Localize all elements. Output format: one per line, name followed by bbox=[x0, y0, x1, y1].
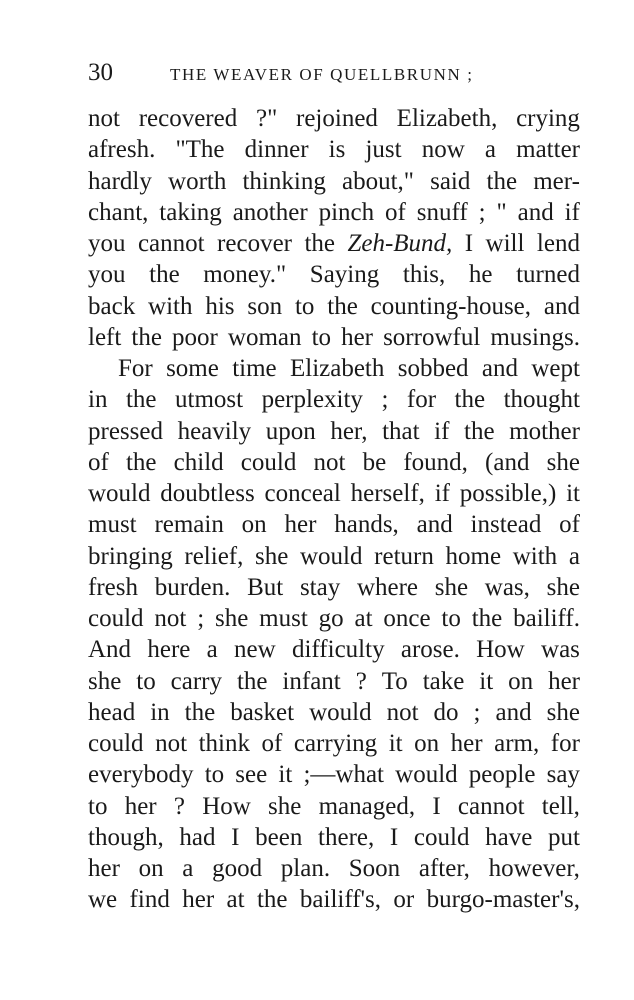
text-line: afresh. "The dinner is just now a matter bbox=[88, 136, 580, 164]
text-line: could not think of carrying it on her arm, for bbox=[88, 730, 580, 757]
page-number: 30 bbox=[88, 59, 113, 86]
text-line: she to carry the infant ? To take it on her bbox=[88, 667, 580, 695]
text-line: to her ? How she managed, I cannot tell, bbox=[88, 792, 580, 820]
text-line: in the utmost perplexity ; for the thought bbox=[88, 386, 580, 414]
running-title: THE WEAVER OF QUELLBRUNN ; bbox=[170, 65, 474, 84]
text-line: would doubtless conceal herself, if possible,) it bbox=[88, 480, 580, 507]
text-line: head in the basket would not do ; and she bbox=[88, 698, 580, 726]
text-line: you cannot recover the Zeh-Bund, I will lend bbox=[88, 230, 580, 257]
text-line: left the poor woman to her sorrowful musings. bbox=[88, 323, 580, 351]
text-line: not recovered ?" rejoined Elizabeth, crying bbox=[88, 105, 580, 132]
text-line: of the child could not be found, (and she bbox=[88, 448, 580, 476]
text-line: everybody to see it ;—what would people say bbox=[88, 761, 580, 789]
text-line: you the money." Saying this, he turned bbox=[88, 261, 580, 289]
text-line: must remain on her hands, and instead of bbox=[88, 511, 580, 539]
text-line: hardly worth thinking about," said the mer- bbox=[88, 167, 580, 195]
text-line: could not ; she must go at once to the bailiff. bbox=[88, 605, 580, 632]
text-line: chant, taking another pinch of snuff ; " and if bbox=[88, 198, 580, 226]
text-line: fresh burden. But stay where she was, she bbox=[88, 573, 580, 601]
text-line: though, had I been there, I could have put bbox=[88, 823, 580, 851]
text-line: her on a good plan. Soon after, however, bbox=[88, 855, 580, 882]
text-line: And here a new difficulty arose. How was bbox=[88, 636, 580, 664]
text-line: pressed heavily upon her, that if the mother bbox=[88, 417, 580, 445]
text-line: we find her at the bailiff's, or burgo-master's, bbox=[88, 886, 580, 914]
running-head bbox=[88, 58, 578, 88]
text-line: bringing relief, she would return home with a bbox=[88, 542, 580, 570]
body-text bbox=[88, 103, 580, 916]
text-line: For some time Elizabeth sobbed and wept bbox=[118, 355, 580, 382]
text-line: back with his son to the counting-house, and bbox=[88, 292, 580, 320]
